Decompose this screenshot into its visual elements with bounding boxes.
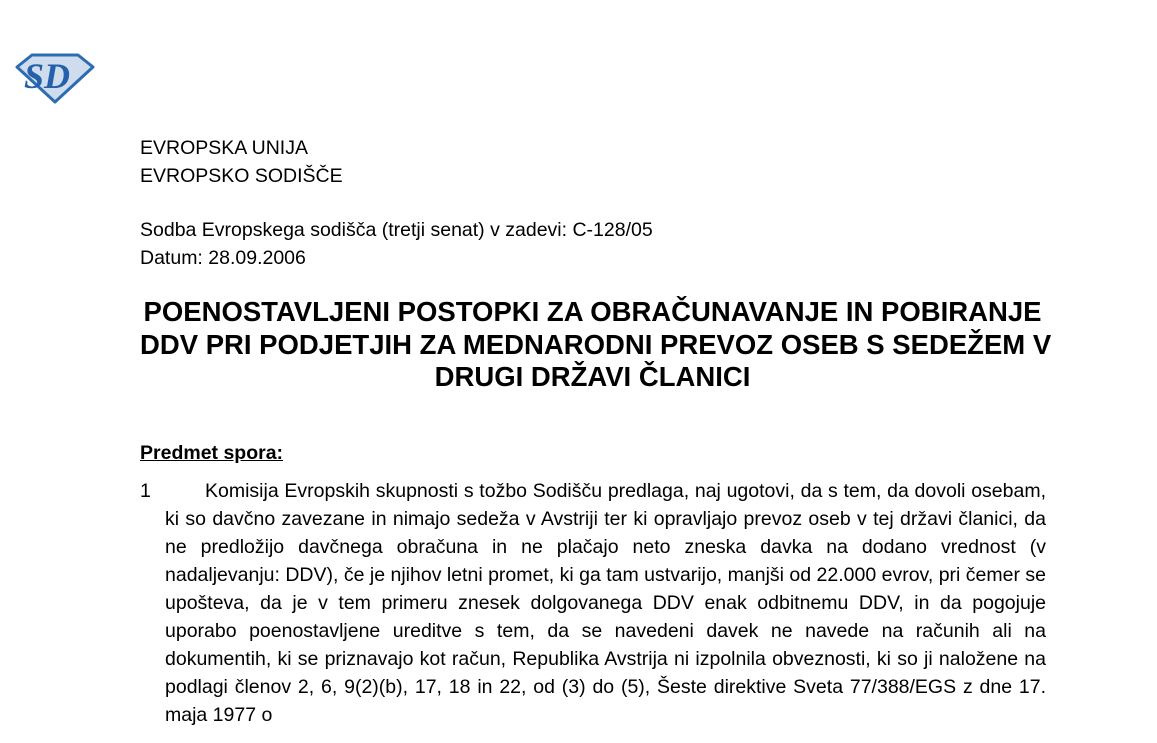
document-title-line-3: DRUGI DRŽAVI ČLANICI	[434, 361, 751, 392]
logo-letters: SD	[24, 56, 71, 96]
case-reference-block	[140, 216, 653, 272]
document-title	[140, 296, 1052, 394]
date-line: Datum: 28.09.2006	[140, 247, 306, 269]
subject-of-dispute-heading: Predmet spora:	[140, 442, 284, 464]
document-title-line-2: DDV PRI PODJETJIH ZA MEDNARODNI PREVOZ OSEB S SEDEŽEM V	[140, 328, 1052, 360]
organization-header	[140, 134, 343, 190]
case-reference-line: Sodba Evropskega sodišča (tretji senat) v zadevi: C-128/05	[140, 219, 653, 241]
document-title-line-1: POENOSTAVLJENI POSTOPKI ZA OBRAČUNAVANJE IN POBIRANJE	[143, 296, 1042, 327]
paragraph-1	[140, 477, 1046, 729]
org-line-european-court: EVROPSKO SODIŠČE	[140, 165, 343, 187]
paragraph-1-text: Komisija Evropskih skupnosti s tožbo Sodišču predlaga, naj ugotovi, da s tem, da dovoli osebam, ki so davčno zavezane in nimajo sedeža v Avstriji ter ki opravljajo prevoz oseb v tej državi članici, da ne predložijo davčnega obračuna in ne plačajo neto zneska davka na dodano vrednost (v nadaljevanju: DDV), če je njihov letni promet, ki ga tam ustvarijo, manjši od 22.000 evrov, pri čemer se upošteva, da je v tem primeru znesek dolgovanega DDV enak odbitnemu DDV, in da pogojuje uporabo poenostavljene ureditve s tem, da se navedeni davek ne navede na računih ali na dokumentih, ki se priznavajo kot račun, Republika Avstrija ni izpolnila obveznosti, ki so ji naložene na podlagi členov 2, 6, 9(2)(b), 17, 18 in 22, od (3) do (5), Šeste direktive Sveta 77/388/EGS z dne 17. maja 1977 o	[165, 480, 1046, 726]
org-line-european-union: EVROPSKA UNIJA	[140, 137, 308, 159]
court-sd-logo-icon	[14, 52, 96, 104]
paragraph-1-number: 1	[140, 480, 151, 502]
